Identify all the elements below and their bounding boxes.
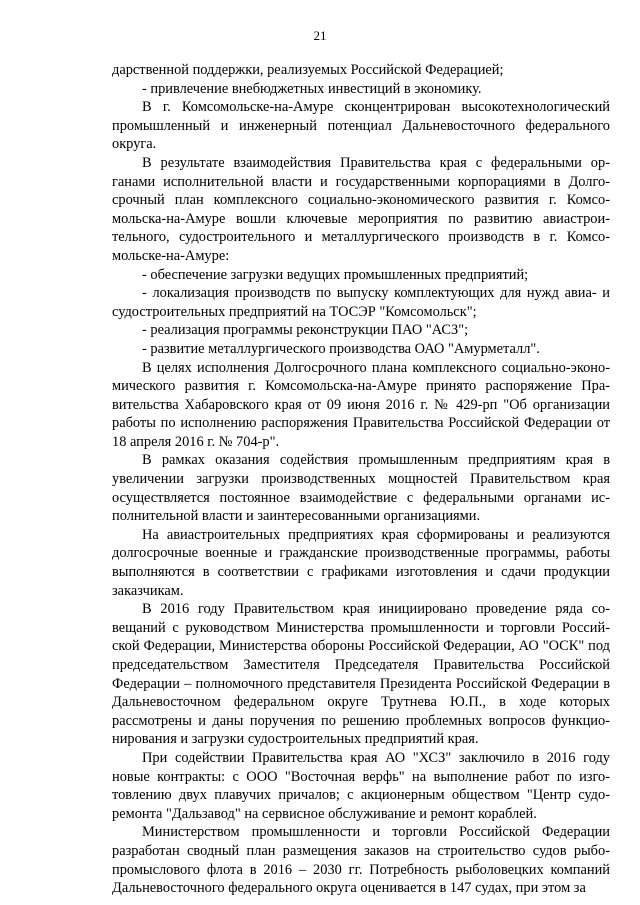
paragraph-long-term-plan: В результате взаимодействия Правительства края с федеральными органами исполнительной власти и государственными корпорациями в Долгосрочный план комплексного социально-экономического развития г. Комсомольска-на-Амуре вошли ключевые мероприятия по развитию авиастроительного, судостроительного и металлургического производств в г. Комсомольске-на-Амуре: [112,154,610,264]
list-item-localization: - локализация производств по выпуску комплектующих для нужд авиа- и судостроительных предприятий на ТОСЭР "Комсомольск"; [112,285,610,320]
paragraph-continuation: дарственной поддержки, реализуемых Российской Федерацией; [112,62,504,78]
list-item-asz-reconstruction: - реализация программы реконструкции ПАО "АСЗ"; [142,322,469,339]
list-item-amurmetall: - развитие металлургического производства ОАО "Амурметалл". [142,340,540,357]
paragraph-hsz-contracts: При содействии Правительства края АО "ХСЗ" заключило в 2016 году новые контракты: с ООО "Восточная верфь" на выполнение работ по изготовлению двух плавучих причалов; с акционерным обществом "Центр судоремонта "Дальзавод" на сервисное обслуживание и ремонт кораблей. [112,749,610,822]
paragraph-komsomolsk-potential: В г. Комсомольске-на-Амуре сконцентрирован высокотехнологический промышленный и инженерный потенциал Дальневосточного федерального округа. [112,99,610,153]
paragraph-capacity-assistance: В рамках оказания содействия промышленным предприятиям края в увеличении загрузки производственных мощностей Правительством края осуществляется постоянное взаимодействие с федеральными органами исполнительной власти и заинтересованными организациями. [112,452,610,525]
list-item-enterprise-loading: - обеспечение загрузки ведущих промышленных предприятий; [142,266,529,283]
paragraph-2016-meetings: В 2016 году Правительством края инициировано проведение ряда совещаний с руководством Министерства промышленности и торговли Российской Федерации, Министерства обороны Российской Федерации, АО "ОСК" под председательством Заместителя Председателя Правительства Российской Федерации – полномочного представителя Президента Российской Федерации в Дальневосточном федеральном округе Трутнева Ю.П., в ходе которых рассмотрены и даны поручения по решению проблемных вопросов функционирования и загрузки судостроительных предприятий края. [112,601,610,748]
paragraph-fishing-fleet-plan: Министерством промышленности и торговли Российской Федерации разработан сводный план размещения заказов на строительство судов рыбопромыслового флота в 2016 – 2030 гг. Потребность рыболовецких компаний Дальневосточного федерального округа оценивается в 147 судах, при этом за [112,824,610,897]
paragraph-aviation-programs: На авиастроительных предприятиях края сформированы и реализуются долгосрочные военные и гражданские производственные программы, работы выполняются в соответствии с графиками изготовления и сдачи продукции заказчикам. [112,526,610,599]
page-number: 21 [313,28,327,43]
list-item-extrabudgetary-investment: - привлечение внебюджетных инвестиций в экономику. [142,80,482,97]
document-body [112,61,610,898]
paragraph-government-order: В целях исполнения Долгосрочного плана комплексного социально-экономического развития г. Комсомольска-на-Амуре принято распоряжение Правительства Хабаровского края от 09 июня 2016 г. № 429-рп "Об организации работы по исполнению распоряжения Правительства Российской Федерации от 18 апреля 2016 г. № 704-р". [112,359,610,450]
